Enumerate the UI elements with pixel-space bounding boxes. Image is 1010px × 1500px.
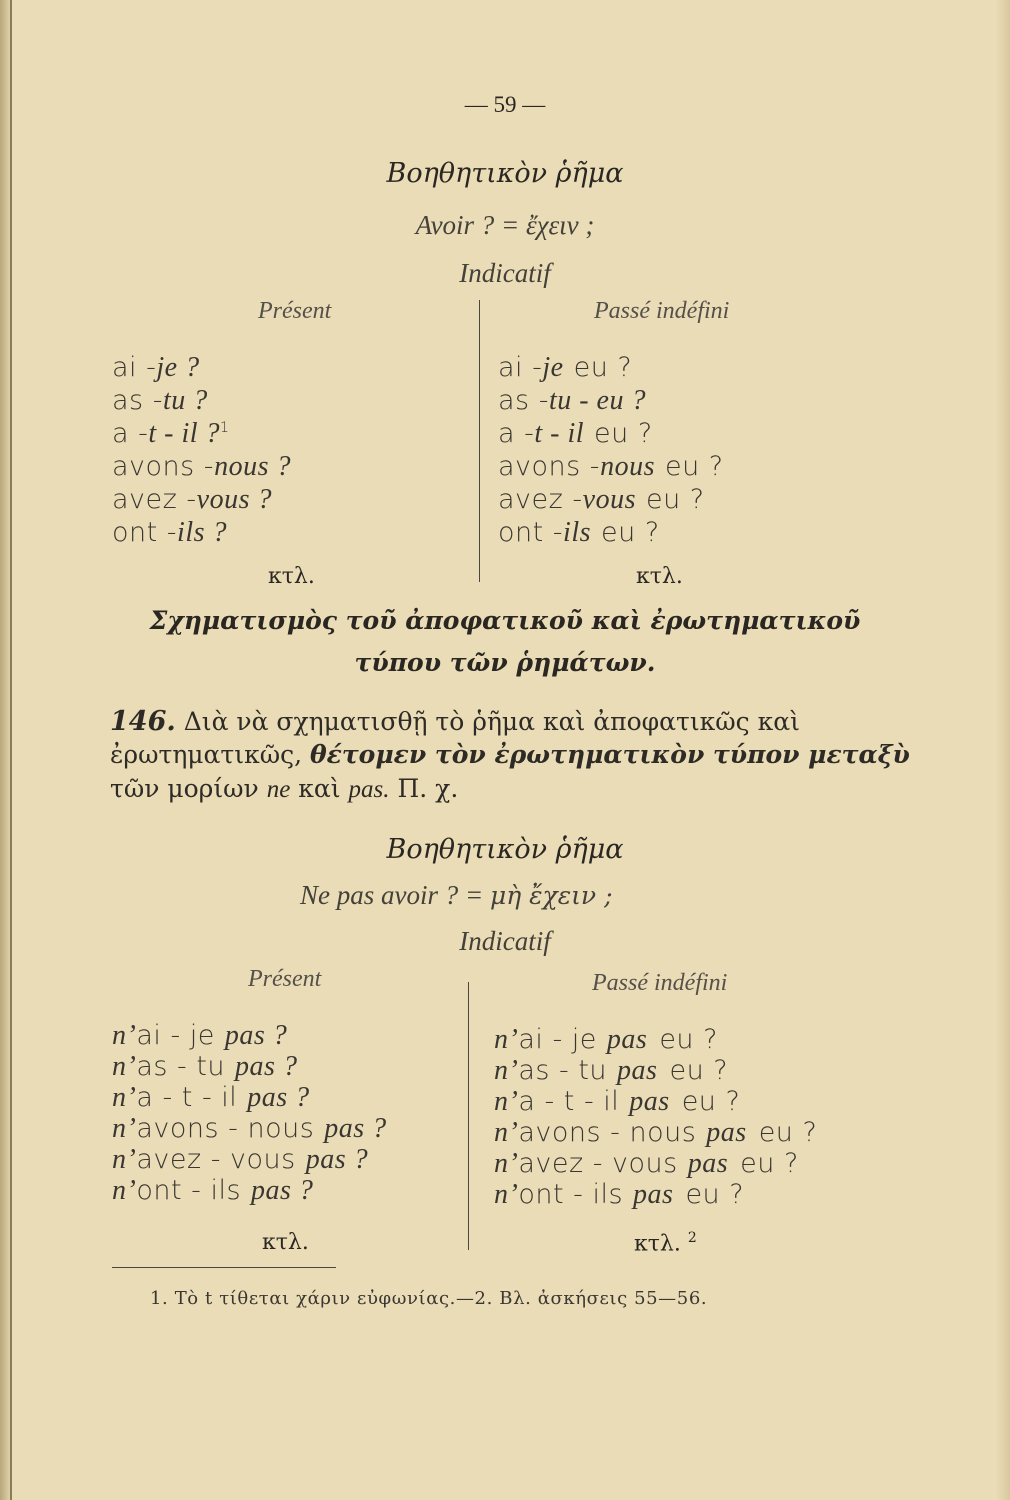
paragraph-line1	[110, 706, 800, 737]
present-row	[112, 1051, 297, 1083]
row-tail: eu ?	[601, 517, 660, 548]
row-pas: pas ?	[251, 1175, 314, 1206]
row-n: n’	[112, 1144, 137, 1175]
section-title-line1: Σχηματισμὸς τοῦ ἀποφατικοῦ καὶ ἐρωτηματικοῦ	[149, 606, 861, 635]
passe-row	[498, 385, 646, 417]
row-verb: ai -	[112, 352, 157, 383]
row-verb: avez - vous	[136, 1144, 296, 1175]
footnote-ref-2: 2	[687, 1230, 697, 1246]
section-title-line2: τύπου τῶν ῥημάτων.	[354, 648, 656, 677]
footnote-rule	[112, 1267, 336, 1268]
row-pronoun: t - il ?	[148, 418, 221, 449]
row-verb: a -	[498, 418, 535, 449]
footnote-ref-1: 1	[220, 420, 230, 436]
section1-present-title: Présent	[258, 298, 332, 324]
row-n: n’	[494, 1055, 519, 1086]
passe-row	[498, 451, 724, 483]
row-pronoun: tu ?	[162, 385, 208, 416]
row-pronoun: vous	[582, 484, 636, 515]
present-row	[112, 385, 208, 417]
row-verb: ai -	[498, 352, 543, 383]
row-pronoun: nous	[600, 451, 655, 482]
row-verb: a - t - il	[136, 1082, 238, 1113]
row-pronoun: je	[542, 352, 564, 383]
section1-passe-title: Passé indéfini	[594, 298, 730, 324]
row-pronoun: ils	[563, 517, 592, 548]
row-verb: a -	[112, 418, 149, 449]
present-row	[112, 1020, 287, 1052]
paragraph-text3-start: τῶν μορίων	[110, 774, 259, 803]
passe-row	[494, 1117, 817, 1149]
row-tail: eu ?	[664, 451, 724, 482]
row-pas: pas ?	[324, 1113, 387, 1144]
present-row	[112, 418, 229, 450]
row-tail: eu ?	[645, 484, 705, 515]
row-n: n’	[494, 1148, 519, 1179]
row-verb: ont - ils	[136, 1175, 242, 1206]
present-row	[112, 1082, 310, 1114]
section1-present-etc: κτλ.	[268, 564, 315, 589]
row-tail: eu ?	[758, 1117, 818, 1148]
row-verb: as - tu	[518, 1055, 608, 1086]
row-verb: avons - nous	[136, 1113, 315, 1144]
present-row	[112, 1113, 387, 1145]
passe-row	[498, 352, 632, 384]
row-tail: eu ?	[740, 1148, 799, 1179]
passe-row	[494, 1179, 744, 1211]
row-n: n’	[112, 1175, 137, 1206]
row-pronoun: nous ?	[214, 451, 291, 482]
row-pas: pas ?	[224, 1020, 288, 1051]
row-pas: pas	[633, 1179, 674, 1210]
row-pas: pas	[706, 1117, 747, 1148]
passe-row	[494, 1024, 718, 1056]
section2-verb-line	[300, 880, 613, 911]
paragraph-line2	[110, 740, 910, 769]
row-tail: eu ?	[659, 1024, 718, 1055]
row-pas: pas ?	[235, 1051, 298, 1082]
row-n: n’	[112, 1113, 137, 1144]
page-number: — 59 —	[464, 92, 546, 117]
row-pronoun: ils ?	[177, 517, 228, 548]
passe-row	[498, 418, 653, 450]
row-verb: avons -	[112, 451, 215, 482]
passe-row	[498, 484, 705, 516]
present-row	[112, 451, 291, 483]
passe-row	[498, 517, 660, 549]
row-pas: pas	[606, 1024, 648, 1055]
row-verb: ai - je	[136, 1020, 215, 1051]
passe-row	[494, 1148, 799, 1180]
paragraph-text1: Διὰ νὰ σχηματισθῇ τὸ ῥῆμα καὶ ἀποφατικῶς καὶ	[183, 707, 800, 736]
row-n: n’	[112, 1082, 137, 1113]
row-tail: eu ?	[594, 418, 653, 449]
section2-present-title: Présent	[248, 966, 322, 992]
section1-passe-etc: κτλ.	[636, 564, 683, 589]
row-verb: a - t - il	[518, 1086, 620, 1117]
row-verb: avez -	[112, 484, 197, 515]
row-pronoun: t - il	[534, 418, 585, 449]
row-n: n’	[494, 1086, 519, 1117]
section1-mood: Indicatif	[459, 258, 551, 288]
row-pas: pas ?	[247, 1082, 310, 1113]
row-pas: pas	[687, 1148, 729, 1179]
row-pronoun: vous ?	[196, 484, 272, 515]
present-row	[112, 1175, 313, 1207]
row-n: n’	[494, 1024, 519, 1055]
row-verb: avez - vous	[518, 1148, 678, 1179]
row-verb: ont - ils	[518, 1179, 624, 1210]
row-tail: eu ?	[669, 1055, 729, 1086]
column-divider-2	[468, 982, 469, 1250]
row-verb: avons - nous	[518, 1117, 697, 1148]
paragraph-text2-bold: θέτομεν τὸν ἐρωτηματικὸν τύπον μεταξὺ	[309, 740, 910, 769]
row-verb: ont -	[498, 517, 564, 548]
paragraph-line3	[110, 774, 458, 804]
row-pas: pas	[617, 1055, 658, 1086]
row-pronoun: tu - eu ?	[548, 385, 646, 416]
section1-heading: Βοηθητικὸν ῥῆμα	[386, 158, 624, 189]
present-row	[112, 517, 227, 549]
paragraph-px: Π. χ.	[397, 774, 459, 803]
section2-verb-gr: μὴ ἔχειν ;	[489, 881, 613, 910]
section2-passe-etc: κτλ.	[634, 1231, 681, 1257]
section2-mood: Indicatif	[459, 926, 551, 956]
passe-row	[494, 1086, 740, 1118]
row-verb: as - tu	[136, 1051, 226, 1082]
row-verb: avons -	[498, 451, 601, 482]
column-divider	[479, 300, 480, 582]
passe-row	[494, 1055, 728, 1087]
row-verb: as -	[112, 385, 163, 416]
row-verb: as -	[498, 385, 549, 416]
section2-present-etc: κτλ.	[262, 1230, 309, 1255]
row-verb: ai - je	[518, 1024, 597, 1055]
row-n: n’	[494, 1179, 519, 1210]
present-row	[112, 352, 200, 384]
paragraph-kai: καὶ	[298, 774, 341, 803]
section2-passe-title: Passé indéfini	[592, 970, 728, 996]
row-verb: avez -	[498, 484, 583, 515]
section2-passe-etc-wrap	[634, 1230, 697, 1256]
present-row	[112, 484, 272, 516]
row-n: n’	[112, 1020, 137, 1051]
paragraph-number: 146.	[110, 706, 176, 737]
row-tail: eu ?	[573, 352, 633, 383]
row-n: n’	[112, 1051, 137, 1082]
row-tail: eu ?	[681, 1086, 741, 1117]
section1-verb: Avoir ? = ἔχειν ;	[415, 210, 595, 240]
paragraph-pas: pas.	[348, 776, 390, 803]
paragraph-text2-plain: ἐρωτηματικῶς,	[110, 740, 303, 769]
row-n: n’	[494, 1117, 519, 1148]
footnote: 1. Τὸ t τίθεται χάριν εὐφωνίας.—2. Βλ. ἀσκήσεις 55—56.	[150, 1288, 708, 1309]
row-pas: pas	[629, 1086, 670, 1117]
section2-verb-fr: Ne pas avoir ? =	[300, 880, 484, 910]
row-tail: eu ?	[685, 1179, 745, 1210]
row-verb: ont -	[112, 517, 178, 548]
row-pas: pas ?	[305, 1144, 369, 1175]
paragraph-ne: ne	[266, 776, 291, 803]
row-pronoun: je ?	[156, 352, 200, 383]
present-row	[112, 1144, 368, 1176]
section2-heading: Βοηθητικὸν ῥῆμα	[386, 834, 624, 865]
